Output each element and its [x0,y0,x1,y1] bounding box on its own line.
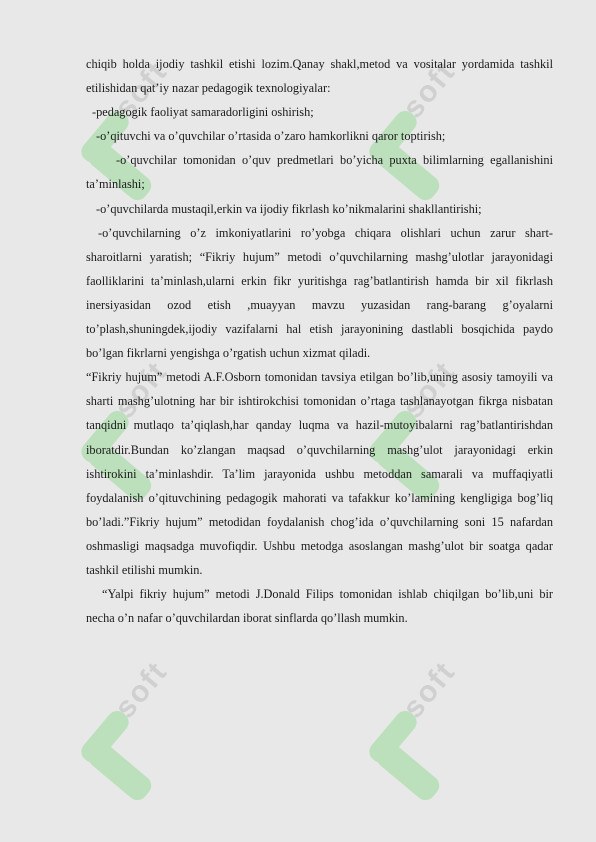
paragraph: -o’quvchilarning o’z imkoniyatlarini ro’yobga chiqara olishlari uchun zarur shart-sharoitlarni yaratish; “Fikriy hujum” metodi o’quvchilarning mashg’ulotlar jarayonidagi faolliklarini ta’minlash,ularni erkin fikr yuritishga rag’batlantirish hamda bir xil fikrlash inersiyasidan ozod etish ,muayyan mavzu yuzasidan rang-barang g’oyalarni to’plash,shuningdek,ijodiy vazifalarni hal etish jarayonining dastlabli bosqichida paydo bo’lgan fikrlarni yengishga o’rgatish uchun xizmat qiladi. [86,225,553,361]
watermark-text: soft [396,354,463,425]
list-item: -pedagogik faoliyat samaradorligini oshirish; [92,105,314,120]
watermark-text: soft [396,54,463,125]
paragraph: “Fikriy hujum” metodi A.F.Osborn tomonidan tavsiya etilgan bo’lib,uning asosiy tamoyili va sharti mashg’ulotning har bir ishtirokchisi tomonidan o’rtaga tashlanayotgan fikrga nisbatan tanqidni mutlaqo ta’qiqlash,har qanday luqma va hazil-mutoyibalarni rag’batlantirishdan iboratdir.Bundan ko’zlangan maqsad o’quvchilarning mashg’ulot jarayonidagi erkin ishtirokini ta’minlashdir. Ta’lim jarayonida ushbu metoddan samarali va muffaqiyatli foydalanish o’qituvchining pedagogik mahorati va tafakkur ko’lamining kengligiga bog’liq bo’ladi.”Fikriy hujum” metodidan foydalanish chog’ida o’quvchilarning soni 15 nafardan oshmasligi maqsadga muvofiqdir. Ushbu metodga asoslangan mashg’ulot bir soatga qadar tashkil etilishi mumkin. [86,370,553,577]
watermark-bar [365,707,420,767]
watermark-text: soft [108,54,175,125]
watermark-text: soft [108,654,175,725]
watermark-bar [373,739,443,804]
watermark-logo [319,599,530,810]
paragraph: chiqib holda ijodiy tashkil etishi lozim.Qanay shakl,metod va vositalar yordamida tashkil etilishidan qat’iy nazar pedagogik texnologiyalar: [86,57,553,96]
watermark-logo [31,599,242,810]
body-text [86,52,553,630]
list-item: -o’quvchilarda mustaqil,erkin va ijodiy fikrlash ko’nikmalarini shakllantirishi; [96,201,482,216]
list-item: -o’qituvchi va o’quvchilar o’rtasida o’zaro hamkorlikni qaror toptirish; [96,129,446,144]
paragraph: “Yalpi fikriy hujum” metodi J.Donald Filips tomonidan ishlab chiqilgan bo’lib,uni bir necha o’n nafar o’quvchilardan iborat sinflarda qo’llash mumkin. [86,587,553,626]
watermark-text: soft [396,654,463,725]
watermark-bar [85,739,155,804]
watermark-text: soft [108,354,175,425]
watermark-bar [77,707,132,767]
list-item: -o’quvchilar tomonidan o’quv predmetlari bo’yicha puxta bilimlarning egallanishini ta’minlashi; [86,153,553,192]
